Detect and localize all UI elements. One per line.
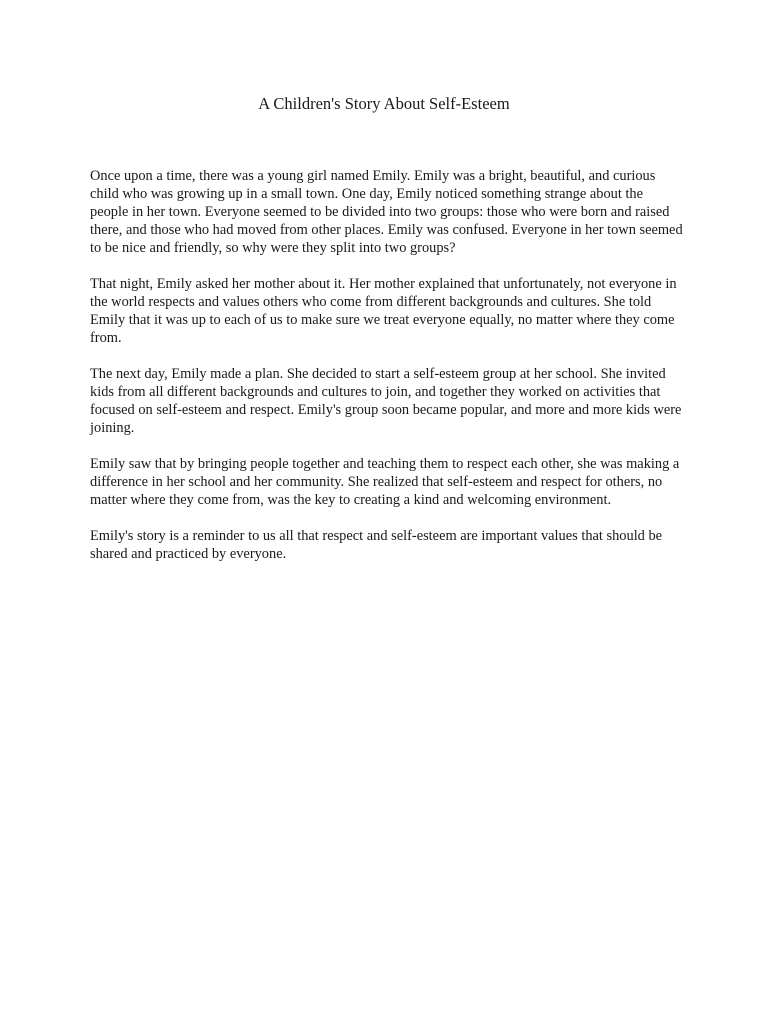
paragraph-4: Emily saw that by bringing people together and teaching them to respect each other, she was making a difference in her school and her community. She realized that self-esteem and respect for others, no matter where they come from, was the key to creating a kind and welcoming environment. bbox=[90, 456, 680, 508]
document-body bbox=[90, 167, 684, 581]
paragraph-3: The next day, Emily made a plan. She decided to start a self-esteem group at her school. She invited kids from all different backgrounds and cultures to join, and together they worked on activities that focused on self-esteem and respect. Emily's group soon became popular, and more and more kids were joining. bbox=[90, 366, 682, 436]
paragraph-2: That night, Emily asked her mother about it. Her mother explained that unfortunately, not everyone in the world respects and values others who come from different backgrounds and cultures. She told Emily that it was up to each of us to make sure we treat everyone equally, no matter where they come from. bbox=[90, 276, 677, 346]
document-title: A Children's Story About Self-Esteem bbox=[258, 94, 510, 113]
paragraph-1: Once upon a time, there was a young girl named Emily. Emily was a bright, beautiful, and curious child who was growing up in a small town. One day, Emily noticed something strange about the people in her town. Everyone seemed to be divided into two groups: those who were born and raised there, and those who had moved from other places. Emily was confused. Everyone in her town seemed to be nice and friendly, so why were they split into two groups? bbox=[90, 168, 683, 256]
paragraph-5: Emily's story is a reminder to us all that respect and self-esteem are important values that should be shared and practiced by everyone. bbox=[90, 528, 663, 562]
